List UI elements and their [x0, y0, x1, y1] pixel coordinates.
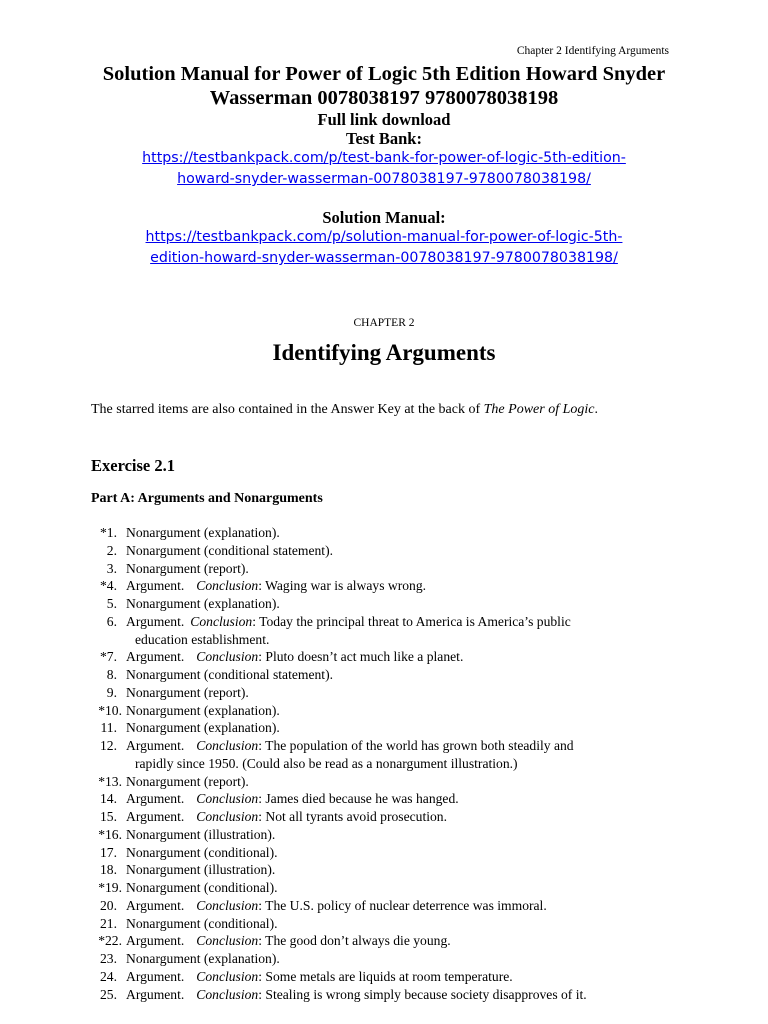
- item-number: *22.: [98, 933, 122, 949]
- item-number: 18.: [100, 862, 117, 878]
- item-text: [126, 986, 587, 1004]
- item-continuation: rapidly since 1950. (Could also be read as a nonargument illustration.): [135, 755, 518, 771]
- list-item: [0, 542, 768, 560]
- item-number: *10.: [98, 702, 122, 718]
- list-item: [0, 808, 768, 826]
- conclusion-text: : James died because he was hanged.: [258, 791, 459, 807]
- item-number: *7.: [100, 649, 117, 665]
- solution-manual-label: Solution Manual:: [322, 208, 446, 227]
- intro-text: The starred items are also contained in the Answer Key at the back of: [91, 402, 484, 417]
- item-text: Nonargument (conditional).: [126, 915, 278, 931]
- chapter-label: CHAPTER 2: [353, 317, 415, 329]
- list-item: [0, 595, 768, 613]
- test-bank-link-line-1[interactable]: https://testbankpack.com/p/test-bank-for-power-of-logic-5th-edition-: [142, 150, 626, 166]
- item-kind: Argument.: [126, 791, 185, 807]
- item-text: [126, 808, 447, 826]
- chapter-title: Identifying Arguments: [272, 340, 496, 365]
- list-item: [0, 524, 768, 542]
- item-text: [126, 613, 571, 631]
- item-number: 14.: [100, 791, 117, 807]
- item-number: 6.: [106, 613, 117, 629]
- item-number: *1.: [100, 525, 117, 540]
- item-continuation: education establishment.: [135, 631, 270, 647]
- conclusion-label: Conclusion: [196, 933, 259, 949]
- list-item: [0, 826, 768, 844]
- item-kind: Argument.: [126, 968, 185, 984]
- list-item: [0, 684, 768, 702]
- list-item: [0, 648, 768, 666]
- list-item: [0, 897, 768, 915]
- full-link-label: Full link download: [317, 110, 451, 129]
- item-text: [126, 932, 451, 950]
- list-item: [0, 790, 768, 808]
- item-kind: Argument.: [126, 897, 185, 913]
- item-text: Nonargument (explanation).: [126, 702, 280, 718]
- item-number: *16.: [98, 826, 122, 842]
- item-number: 17.: [100, 844, 117, 860]
- item-kind: Argument.: [126, 809, 185, 824]
- answer-list: [0, 524, 768, 1003]
- list-item: [0, 844, 768, 862]
- item-number: 8.: [106, 667, 117, 682]
- list-item: [0, 879, 768, 897]
- item-text: Nonargument (report).: [126, 773, 249, 789]
- document-title-line-2: Wasserman 0078038197 9780078038198: [209, 87, 559, 109]
- solution-manual-link-line-2[interactable]: edition-howard-snyder-wasserman-0078038197-9780078038198/: [150, 250, 618, 266]
- conclusion-text: : The U.S. policy of nuclear deterrence was immoral.: [258, 897, 547, 913]
- conclusion-text: : The good don’t always die young.: [258, 933, 451, 949]
- item-number: 15.: [100, 809, 117, 824]
- document-title-line-1: Solution Manual for Power of Logic 5th Edition Howard Snyder: [102, 63, 666, 85]
- list-item: [0, 666, 768, 684]
- item-text: [126, 577, 426, 595]
- test-bank-link-line-2[interactable]: howard-snyder-wasserman-0078038197-9780078038198/: [177, 171, 591, 187]
- list-item: [0, 719, 768, 737]
- list-item: [0, 932, 768, 950]
- item-text: Nonargument (illustration).: [126, 862, 276, 878]
- conclusion-text: : Some metals are liquids at room temperature.: [258, 968, 513, 984]
- item-number: 20.: [100, 897, 117, 913]
- item-kind: Argument.: [126, 649, 185, 665]
- item-text: Nonargument (conditional statement).: [126, 542, 333, 558]
- item-text: Nonargument (explanation).: [126, 720, 280, 736]
- item-number: 5.: [106, 596, 117, 611]
- list-item: [0, 702, 768, 720]
- item-number: 2.: [106, 542, 117, 558]
- book-title: The Power of Logic: [483, 402, 595, 417]
- title-block: [0, 62, 768, 269]
- item-text: Nonargument (conditional).: [126, 880, 278, 895]
- item-kind: Argument.: [126, 986, 185, 1002]
- conclusion-text: : Stealing is wrong simply because society disapproves of it.: [258, 986, 587, 1002]
- item-number: 21.: [100, 915, 117, 931]
- item-number: *4.: [100, 578, 117, 594]
- item-number: *19.: [98, 880, 122, 895]
- conclusion-label: Conclusion: [190, 613, 253, 629]
- item-text: Nonargument (explanation).: [126, 596, 280, 611]
- item-number: *13.: [98, 773, 122, 789]
- item-kind: Argument.: [126, 613, 185, 629]
- conclusion-text: : Pluto doesn’t act much like a planet.: [258, 649, 464, 665]
- list-item: [0, 915, 768, 933]
- conclusion-label: Conclusion: [196, 578, 259, 594]
- intro-paragraph: [91, 401, 598, 418]
- conclusion-label: Conclusion: [196, 986, 259, 1002]
- list-item: [0, 737, 768, 755]
- test-bank-label: Test Bank:: [346, 129, 422, 148]
- item-text: Nonargument (explanation).: [126, 525, 280, 540]
- exercise-heading: Exercise 2.1: [91, 456, 176, 475]
- list-item: [0, 560, 768, 578]
- item-text: Nonargument (report).: [126, 684, 249, 700]
- list-item: [0, 577, 768, 595]
- item-number: 12.: [100, 738, 117, 753]
- conclusion-text: : Today the principal threat to America is America’s public: [252, 613, 571, 629]
- list-item: [0, 950, 768, 968]
- item-text: [126, 790, 459, 808]
- item-kind: Argument.: [126, 578, 185, 594]
- conclusion-label: Conclusion: [196, 738, 259, 753]
- conclusion-text: : Not all tyrants avoid prosecution.: [258, 809, 447, 824]
- item-text: Nonargument (report).: [126, 560, 249, 576]
- solution-manual-link-line-1[interactable]: https://testbankpack.com/p/solution-manual-for-power-of-logic-5th-: [145, 229, 623, 245]
- list-item: [0, 773, 768, 791]
- item-text: [126, 648, 463, 666]
- list-item: [0, 968, 768, 986]
- running-header: Chapter 2 Identifying Arguments: [516, 45, 669, 57]
- list-item: [0, 613, 768, 631]
- conclusion-label: Conclusion: [196, 897, 259, 913]
- item-number: 11.: [100, 720, 117, 736]
- conclusion-label: Conclusion: [196, 809, 259, 824]
- item-number: 23.: [100, 951, 117, 966]
- item-number: 9.: [106, 684, 117, 700]
- item-text: Nonargument (explanation).: [126, 951, 280, 966]
- item-text: [126, 737, 574, 755]
- part-heading: Part A: Arguments and Nonarguments: [91, 491, 323, 506]
- item-text: Nonargument (conditional statement).: [126, 667, 333, 682]
- intro-period: .: [594, 402, 598, 417]
- conclusion-label: Conclusion: [196, 791, 259, 807]
- item-kind: Argument.: [126, 738, 185, 753]
- conclusion-text: : The population of the world has grown both steadily and: [258, 738, 574, 753]
- item-number: 24.: [100, 968, 117, 984]
- item-text: [126, 897, 547, 915]
- item-text: [126, 968, 513, 986]
- item-text: Nonargument (illustration).: [126, 826, 276, 842]
- item-number: 25.: [100, 986, 117, 1002]
- item-kind: Argument.: [126, 933, 185, 949]
- conclusion-label: Conclusion: [196, 968, 259, 984]
- item-number: 3.: [106, 560, 117, 576]
- list-item: [0, 861, 768, 879]
- conclusion-text: : Waging war is always wrong.: [258, 578, 427, 594]
- list-item: [0, 986, 768, 1004]
- conclusion-label: Conclusion: [196, 649, 259, 665]
- item-text: Nonargument (conditional).: [126, 844, 278, 860]
